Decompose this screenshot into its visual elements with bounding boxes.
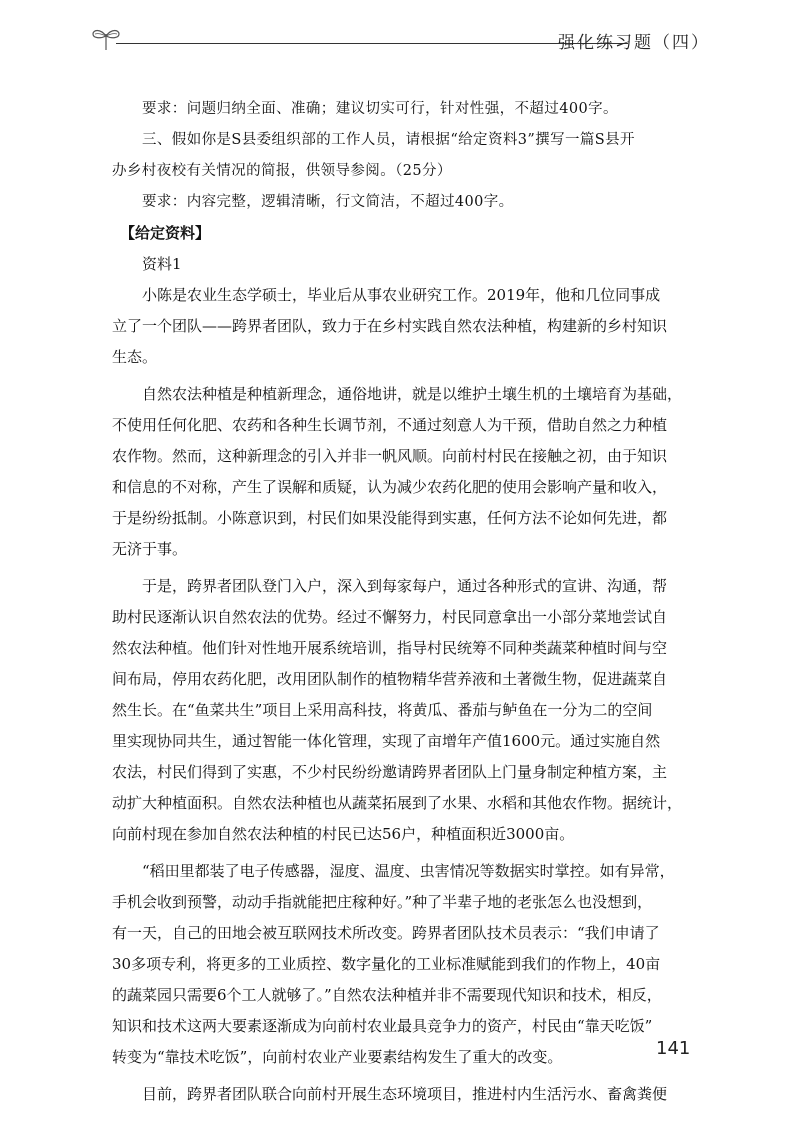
sprout-icon — [90, 24, 122, 52]
paragraph-line: 农作物。然而，这种新理念的引入并非一帆风顺。向前村村民在接触之初，由于知识 — [112, 447, 668, 465]
paragraph-line: 不使用任何化肥、农药和各种生长调节剂，不通过刻意人为干预，借助自然之力种植 — [112, 416, 668, 434]
paragraph-line: 生态。 — [112, 348, 158, 366]
paragraph-line: 于是纷纷抵制。小陈意识到，村民们如果没能得到实惠，任何方法不论如何先进，都 — [112, 509, 668, 527]
page-number: 141 — [656, 1038, 691, 1059]
requirement-line: 要求：问题归纳全面、准确；建议切实可行，针对性强，不超过400字。 — [142, 101, 618, 117]
paragraph-line: 动扩大种植面积。自然农法种植也从蔬菜拓展到了水果、水稻和其他农作物。据统计， — [112, 794, 683, 812]
paragraph-line: 间布局，停用农药化肥，改用团队制作的植物精华营养液和土著微生物，促进蔬菜自 — [112, 670, 668, 688]
paragraph-line: 农法，村民们得到了实惠，不少村民纷纷邀请跨界者团队上门量身制定种植方案，主 — [112, 763, 668, 781]
paragraph-line: 于是，跨界者团队登门入户，深入到每家每户，通过各种形式的宣讲、沟通，帮 — [142, 577, 668, 595]
paragraph-line: 的蔬菜园只需要6个工人就够了。”自然农法种植并非不需要现代知识和技术，相反， — [112, 986, 662, 1004]
paragraph-1 — [112, 280, 704, 373]
paragraph-line: 立了一个团队——跨界者团队，致力于在乡村实践自然农法种植，构建新的乡村知识 — [112, 317, 668, 335]
paragraph-line: 知识和技术这两大要素逐渐成为向前村农业最具竞争力的资产，村民由“靠天吃饭” — [112, 1017, 653, 1035]
section-heading: 【给定资料】 — [120, 224, 211, 242]
paragraph-line: 30多项专利，将更多的工业质控、数字量化的工业标准赋能到我们的作物上，40亩 — [112, 955, 661, 973]
paragraph-line: 小陈是农业生态学硕士，毕业后从事农业研究工作。2019年，他和几位同事成 — [142, 286, 661, 304]
header-title: 强化练习题（四） — [558, 33, 710, 53]
paragraph-line: 然农法种植。他们针对性地开展系统培训，指导村民统筹不同种类蔬菜种植时间与空 — [112, 639, 668, 657]
question-3-line-1: 三、假如你是S县委组织部的工作人员，请根据“给定资料3”撰写一篇S县开 — [142, 132, 635, 148]
paragraph-line: 转变为“靠技术吃饭”，向前村农业产业要素结构发生了重大的改变。 — [112, 1048, 563, 1066]
paragraph-line: 目前，跨界者团队联合向前村开展生态环境项目，推进村内生活污水、畜禽粪便 — [142, 1085, 668, 1103]
paragraph-2 — [112, 379, 704, 565]
material-label: 资料1 — [142, 255, 182, 273]
paragraph-line: 向前村现在参加自然农法种植的村民已达56户，种植面积近3000亩。 — [112, 825, 575, 843]
paragraph-line: 里实现协同共生，通过智能一体化管理，实现了亩增年产值1600元。通过实施自然 — [112, 732, 661, 750]
running-header — [90, 16, 710, 56]
question-3-line-2: 办乡村夜校有关情况的简报，供领导参阅。（25分） — [112, 163, 452, 179]
paragraph-line: 助村民逐渐认识自然农法的优势。经过不懈努力，村民同意拿出一小部分菜地尝试自 — [112, 608, 668, 626]
paragraph-line: “稻田里都装了电子传感器，湿度、温度、虫害情况等数据实时掌控。如有异常， — [142, 862, 675, 880]
page-body — [112, 94, 704, 1110]
paragraph-line: 无济于事。 — [112, 540, 188, 558]
paragraph-line: 然生长。在“鱼菜共生”项目上采用高科技，将黄瓜、番茄与鲈鱼在一分为二的空间 — [112, 701, 653, 719]
header-rule — [116, 43, 628, 44]
paragraph-3 — [112, 571, 704, 850]
paragraph-line: 自然农法种植是种植新理念，通俗地讲，就是以维护土壤生机的土壤培育为基础， — [142, 385, 683, 403]
paragraph-line: 和信息的不对称，产生了误解和质疑，认为减少农药化肥的使用会影响产量和收入， — [112, 478, 668, 496]
paragraph-line: 有一天，自己的田地会被互联网技术所改变。跨界者团队技术员表示：“我们申请了 — [112, 924, 660, 942]
paragraph-4 — [112, 856, 704, 1073]
requirement-line-2: 要求：内容完整，逻辑清晰，行文简洁，不超过400字。 — [142, 194, 514, 210]
paragraph-line: 手机会收到预警，动动手指就能把庄稼种好。”种了半辈子地的老张怎么也没想到， — [112, 893, 653, 911]
paragraph-5 — [112, 1079, 704, 1110]
